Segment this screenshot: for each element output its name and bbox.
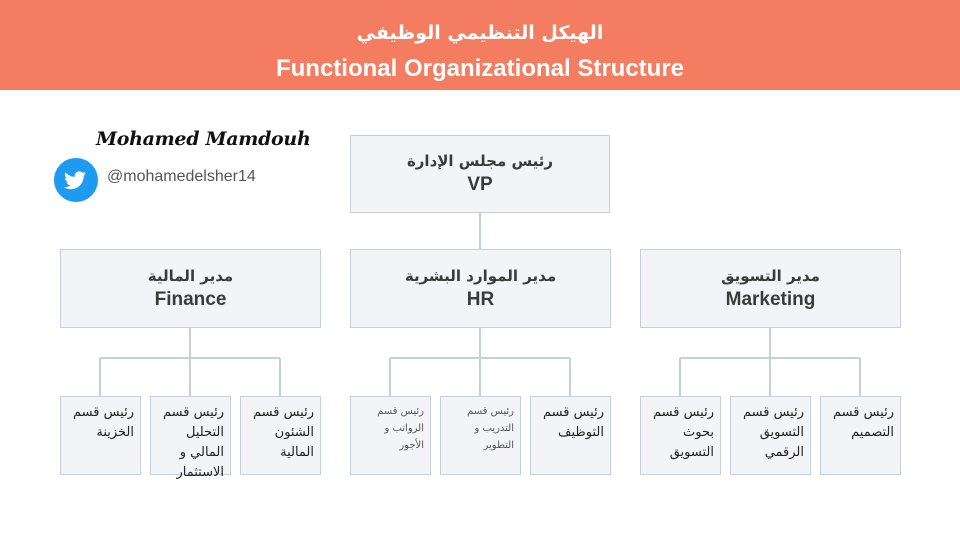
node-vp [350,135,610,213]
node-marketing-english: Marketing [725,288,816,310]
section-financial-affairs: رئيس قسم الشئون المالية [240,396,321,475]
title-english: Functional Organizational Structure [275,55,685,82]
section-treasury: رئيس قسم الخزينة [60,396,141,475]
section-recruitment: رئيس قسم التوظيف [530,396,611,475]
node-finance [60,249,321,328]
node-marketing [640,249,901,328]
node-hr-english: HR [466,288,495,310]
section-digital-marketing: رئيس قسم التسويق الرقمي [730,396,811,475]
node-finance-arabic: مدير المالية [147,266,234,285]
section-marketing-research: رئيس قسم بحوث التسويق [640,396,721,475]
author-signature: Mohamed Mamdouh [96,128,311,150]
node-finance-english: Finance [154,288,227,310]
twitter-handle: @mohamedelsher14 [107,168,256,185]
section-payroll: رئيس قسم الرواتب و الأجور [350,396,431,475]
node-vp-arabic: رئيس مجلس الإدارة [406,152,554,170]
node-hr [350,249,611,328]
section-training: رئيس قسم التدريب و التطوير [440,396,521,475]
section-financial-analysis: رئيس قسم التحليل المالي و الاستثمار [150,396,231,475]
section-design: رئيس قسم التصميم [820,396,901,475]
title-arabic: الهيكل التنظيمي الوظيفي [356,22,604,44]
node-vp-english: VP [467,174,493,195]
node-marketing-arabic: مدير التسويق [721,266,820,285]
node-hr-arabic: مدير الموارد البشرية [404,266,557,285]
